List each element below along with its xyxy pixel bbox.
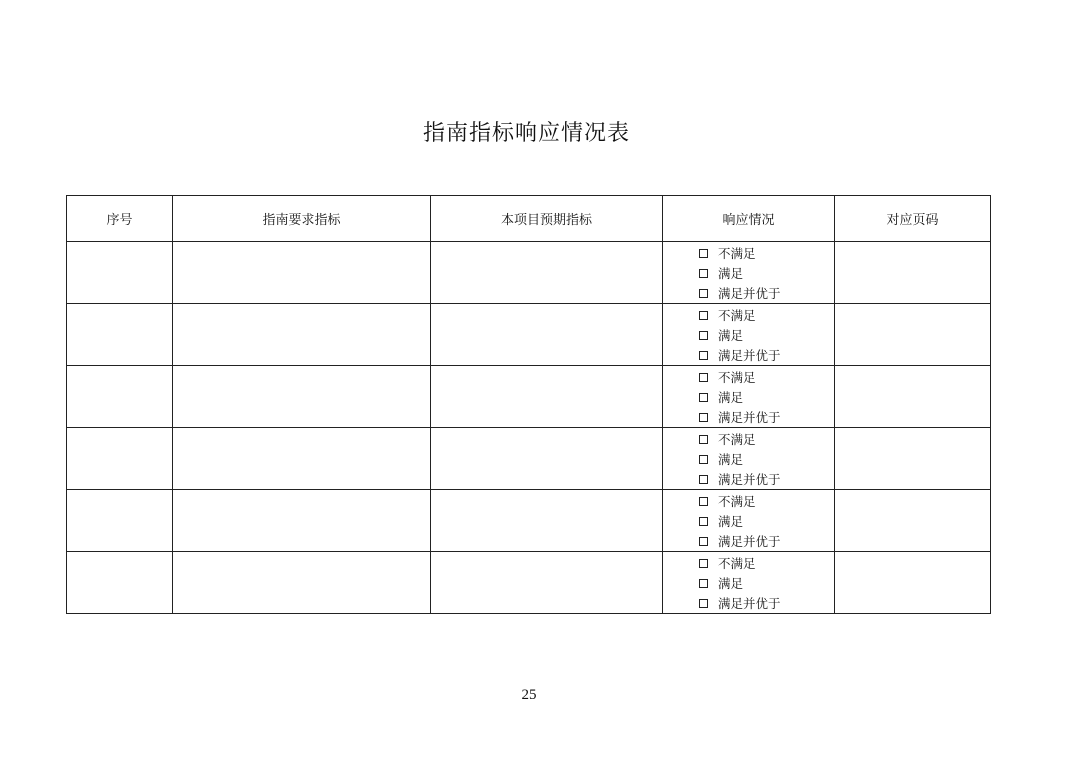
cell-page-number[interactable] [835, 242, 991, 304]
cell-page-number[interactable] [835, 366, 991, 428]
cell-expected-indicator[interactable] [431, 552, 663, 614]
cell-page-number[interactable] [835, 428, 991, 490]
response-option-label: 满足 [718, 514, 744, 529]
response-option-label: 满足并优于 [718, 286, 781, 301]
checkbox-icon[interactable] [699, 475, 708, 484]
response-option[interactable] [699, 243, 834, 263]
cell-response-status [663, 428, 835, 490]
response-option[interactable] [699, 511, 834, 531]
response-option[interactable] [699, 345, 834, 365]
response-option[interactable] [699, 263, 834, 283]
response-option-label: 满足并优于 [718, 410, 781, 425]
response-option-label: 不满足 [718, 556, 756, 571]
table-row [67, 552, 991, 614]
cell-serial-no[interactable] [67, 366, 173, 428]
cell-response-status [663, 242, 835, 304]
response-option[interactable] [699, 553, 834, 573]
cell-guide-requirement[interactable] [173, 304, 431, 366]
cell-guide-requirement[interactable] [173, 366, 431, 428]
response-option[interactable] [699, 407, 834, 427]
response-option[interactable] [699, 491, 834, 511]
response-table [66, 195, 991, 614]
checkbox-icon[interactable] [699, 579, 708, 588]
checkbox-icon[interactable] [699, 269, 708, 278]
checkbox-icon[interactable] [699, 373, 708, 382]
cell-expected-indicator[interactable] [431, 366, 663, 428]
response-option-label: 满足 [718, 266, 744, 281]
response-options [663, 304, 834, 365]
response-option[interactable] [699, 449, 834, 469]
checkbox-icon[interactable] [699, 413, 708, 422]
response-option-label: 不满足 [718, 432, 756, 447]
cell-expected-indicator[interactable] [431, 428, 663, 490]
response-option-label: 不满足 [718, 246, 756, 261]
response-option-label: 满足并优于 [718, 472, 781, 487]
response-option[interactable] [699, 593, 834, 613]
response-option[interactable] [699, 573, 834, 593]
response-option-label: 满足并优于 [718, 534, 781, 549]
cell-expected-indicator[interactable] [431, 242, 663, 304]
cell-guide-requirement[interactable] [173, 242, 431, 304]
cell-response-status [663, 552, 835, 614]
table-row [67, 304, 991, 366]
header-serial-no: 序号 [67, 196, 173, 242]
response-option[interactable] [699, 305, 834, 325]
response-option-label: 不满足 [718, 494, 756, 509]
cell-response-status [663, 304, 835, 366]
response-option[interactable] [699, 367, 834, 387]
response-option-label: 不满足 [718, 308, 756, 323]
cell-page-number[interactable] [835, 552, 991, 614]
cell-serial-no[interactable] [67, 304, 173, 366]
table-body [67, 242, 991, 614]
cell-serial-no[interactable] [67, 552, 173, 614]
checkbox-icon[interactable] [699, 393, 708, 402]
header-response-status: 响应情况 [663, 196, 835, 242]
checkbox-icon[interactable] [699, 331, 708, 340]
checkbox-icon[interactable] [699, 289, 708, 298]
response-option[interactable] [699, 325, 834, 345]
checkbox-icon[interactable] [699, 311, 708, 320]
response-option-label: 不满足 [718, 370, 756, 385]
checkbox-icon[interactable] [699, 435, 708, 444]
response-options [663, 490, 834, 551]
table-row [67, 242, 991, 304]
response-option[interactable] [699, 531, 834, 551]
checkbox-icon[interactable] [699, 249, 708, 258]
response-options [663, 428, 834, 489]
header-page-number: 对应页码 [835, 196, 991, 242]
checkbox-icon[interactable] [699, 517, 708, 526]
response-option[interactable] [699, 387, 834, 407]
cell-response-status [663, 490, 835, 552]
response-option-label: 满足 [718, 576, 744, 591]
response-option[interactable] [699, 469, 834, 489]
cell-guide-requirement[interactable] [173, 490, 431, 552]
checkbox-icon[interactable] [699, 599, 708, 608]
cell-expected-indicator[interactable] [431, 490, 663, 552]
response-options [663, 552, 834, 613]
checkbox-icon[interactable] [699, 497, 708, 506]
cell-guide-requirement[interactable] [173, 552, 431, 614]
cell-page-number[interactable] [835, 304, 991, 366]
response-option-label: 满足 [718, 328, 744, 343]
table-row [67, 428, 991, 490]
checkbox-icon[interactable] [699, 351, 708, 360]
table-row [67, 366, 991, 428]
response-option[interactable] [699, 429, 834, 449]
cell-guide-requirement[interactable] [173, 428, 431, 490]
response-option-label: 满足并优于 [718, 348, 781, 363]
cell-page-number[interactable] [835, 490, 991, 552]
cell-serial-no[interactable] [67, 242, 173, 304]
table-row [67, 490, 991, 552]
page-number: 25 [521, 687, 537, 703]
response-option-label: 满足 [718, 452, 744, 467]
response-option-label: 满足 [718, 390, 744, 405]
checkbox-icon[interactable] [699, 455, 708, 464]
checkbox-icon[interactable] [699, 559, 708, 568]
header-expected-indicator: 本项目预期指标 [431, 196, 663, 242]
cell-serial-no[interactable] [67, 490, 173, 552]
response-options [663, 242, 834, 303]
page-title: 指南指标响应情况表 [422, 121, 630, 146]
cell-response-status [663, 366, 835, 428]
checkbox-icon[interactable] [699, 537, 708, 546]
cell-expected-indicator[interactable] [431, 304, 663, 366]
response-options [663, 366, 834, 427]
response-option-label: 满足并优于 [718, 596, 781, 611]
table-header-row [67, 196, 991, 242]
cell-serial-no[interactable] [67, 428, 173, 490]
header-guide-requirement: 指南要求指标 [173, 196, 431, 242]
response-option[interactable] [699, 283, 834, 303]
